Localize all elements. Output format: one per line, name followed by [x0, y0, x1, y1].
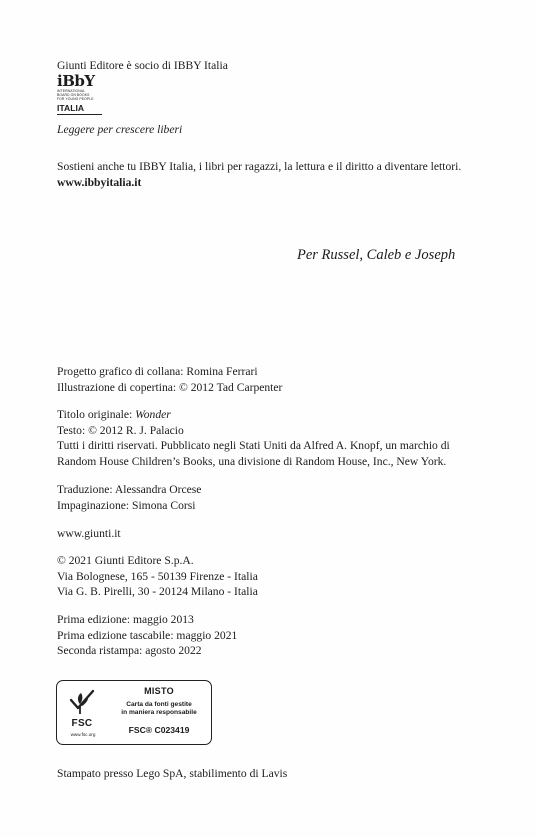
publisher-address: Via Bolognese, 165 - 50139 Firenze - Italia: [57, 569, 258, 583]
edition-line: Prima edizione tascabile: maggio 2021: [57, 628, 238, 642]
ibby-support-block: [57, 159, 461, 190]
dedication: Per Russel, Caleb e Joseph: [297, 247, 456, 263]
ibby-tagline: Leggere per crescere liberi: [57, 123, 183, 136]
translation-block: [57, 482, 201, 513]
text-copyright: Testo: © 2012 R. J. Palacio: [57, 423, 184, 437]
publisher-website-link[interactable]: www.giunti.it: [57, 527, 121, 540]
fsc-tree-check-icon: [67, 687, 97, 717]
edition-line: Prima edizione: maggio 2013: [57, 613, 194, 626]
fsc-description-line: in maniera responsabile: [121, 709, 197, 716]
edition-line: Seconda ristampa: agosto 2022: [57, 644, 202, 658]
original-block: [57, 407, 450, 469]
ibby-logo-rule: [57, 114, 102, 115]
ibby-logo-mark: iBbY: [57, 72, 95, 90]
cover-credit: Illustrazione di copertina: © 2012 Tad Carpenter: [57, 380, 283, 394]
fsc-website: www.fsc.org: [70, 732, 96, 737]
editions-block: [57, 612, 237, 659]
ibby-logo-small-line: INTERNATIONAL: [57, 89, 86, 93]
fsc-certification-label: [56, 680, 212, 745]
original-title-label: Titolo originale:: [57, 408, 136, 421]
rights-line: Random House Children’s Books, una divisione di Random House, Inc., New York.: [57, 454, 447, 468]
ibby-logo-small-line: FOR YOUNG PEOPLE: [57, 97, 94, 101]
fsc-license-code: FSC® C023419: [128, 725, 190, 735]
printer-line: Stampato presso Lego SpA, stabilimento di Lavis: [57, 767, 288, 780]
original-title: Wonder: [135, 408, 171, 421]
ibby-website-link[interactable]: www.ibbyitalia.it: [57, 175, 142, 189]
fsc-description-line: Carta da fonti gestite: [126, 701, 192, 708]
publisher-block: [57, 553, 258, 600]
fsc-label: MISTO: [144, 686, 174, 696]
publisher-address: Via G. B. Pirelli, 30 - 20124 Milano - Italia: [57, 585, 258, 599]
publisher-copyright: © 2021 Giunti Editore S.p.A.: [57, 554, 194, 567]
design-credit: Progetto grafico di collana: Romina Ferrari: [57, 365, 258, 378]
ibby-logo-italia: ITALIA: [57, 103, 85, 113]
ibby-logo: [57, 73, 109, 119]
rights-line: Tutti i diritti riservati. Pubblicato negli Stati Uniti da Alfred A. Knopf, un marchio di: [57, 439, 450, 453]
layout-credit: Impaginazione: Simona Corsi: [57, 498, 196, 512]
original-title-line: [57, 407, 450, 423]
ibby-support-text: Sostieni anche tu IBBY Italia, i libri per ragazzi, la lettura e il diritto a diventare lettori.: [57, 160, 462, 173]
translator-credit: Traduzione: Alessandra Orcese: [57, 483, 202, 496]
ibby-member-line: Giunti Editore è socio di IBBY Italia: [57, 59, 228, 72]
ibby-logo-small-line: BOARD ON BOOKS: [57, 93, 90, 97]
credits-block: [57, 364, 282, 395]
fsc-acronym: FSC: [71, 718, 93, 729]
